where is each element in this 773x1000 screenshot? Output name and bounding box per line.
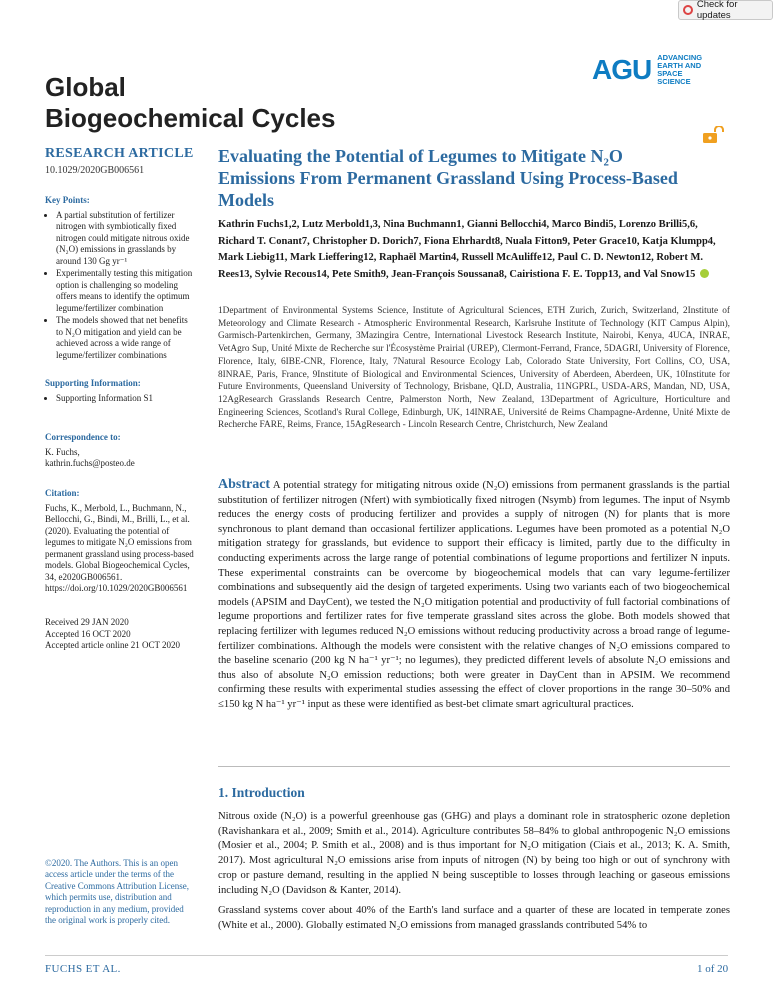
citation-heading: Citation: [45, 488, 80, 498]
agu-mark: AGU [592, 54, 652, 85]
agu-logo [592, 54, 717, 86]
agu-tagline: ADVANCING EARTH AND SPACE SCIENCE [657, 53, 703, 86]
supporting-item[interactable]: • Supporting Information S1 [56, 393, 195, 405]
update-icon [683, 5, 693, 15]
article-title: Evaluating the Potential of Legumes to Mitigate N₂O Emissions From Permanent Grassland Using Process-Based Models [218, 146, 678, 210]
orcid-icon[interactable] [700, 269, 709, 278]
supporting-information [45, 378, 195, 405]
abstract-label: Abstract [218, 477, 271, 492]
journal-title-line1: Global [45, 72, 126, 102]
doi[interactable]: 10.1029/2020GB006561 [45, 165, 145, 176]
affiliations: 1Department of Environmental Systems Science, Institute of Agricultural Sciences, ETH Zurich, Zurich, Switzerland, 2Institute of Meteorology and Climate Research - Atmospheric Environmental Research, Karlsruhe Institute of Technology (KIT Campus Alpin), Garmisch-Partenkirchen, Germany, 3Mazingira Centre, International Livestock Research Institute, Nairobi, Kenya, 4UCA, INRAE, VetAgro Sup, Unité Mixte de Recherche sur l'Écosystème Prairial (UREP), Clermont-Ferrand, France, 5DAGRI, University of Florence, Florence, Italy, 6IBE-CNR, Florence, Italy, 7Natural Resource Ecology Lab, Colorado State University, Fort Collins, CO, USA, 8INRAE, Paris, France, 9Institute of Biological and Environmental Sciences, University of Aberdeen, Aberdeen, UK, 10Institute for Future Environments, Queensland University of Technology, Brisbane, QLD, Australia, 11NGPRL, USDA-ARS, Mandan, ND, USA, 12AgResearch Grasslands Research Centre, Palmerston North, New Zealand, 13Department of Agriculture, Horticulture and Engineering Sciences, Scotland's Rural College, Edinburgh, UK, 14INRAE, Université de Reims Champagne-Ardenne, Unité Mixte de Recherche FARE, Reims, France, 15AgResearch - Lincoln Research Centre, Christchurch, New Zealand [218, 306, 730, 431]
authors-text: Kathrin Fuchs1,2, Lutz Merbold1,3, Nina Buchmann1, Gianni Bellocchi4, Marco Bindi5, Lorenzo Brilli5,6, Richard T. Conant7, Christopher D. Dorich7, Fiona Ehrhardt8, Nuala Fitton9, Peter Grace10, Katja Klumpp4, Mark Liebig11, Mark Lieffering12, Raphaël Martin4, Russell McAuliffe12, Paul C. D. Newton12, Robert M. Rees13, Sylvie Recous14, Pete Smith9, Jean-François Soussana8, Cairistiona F. E. Topp13, and Val Snow15 [218, 219, 716, 280]
key-point: • A partial substitution of fertilizer nitrogen with symbiotically fixed nitrogen could mitigate nitrous oxide (N₂O) emissions in grasslands by around 130 Gg yr⁻¹ [56, 210, 195, 268]
check-updates-badge[interactable] [678, 0, 773, 20]
introduction-body [218, 810, 730, 940]
correspondence [45, 432, 195, 470]
section-divider [218, 766, 730, 767]
date-received: Received 29 JAN 2020 [45, 617, 129, 627]
license-notice[interactable]: ©2020. The Authors. This is an open access article under the terms of the Creative Commons Attribution License, which permits use, distribution and reproduction in any medium, provided the original work is properly cited. [45, 858, 189, 926]
journal-title-line2: Biogeochemical Cycles [45, 103, 336, 133]
page-number: 1 of 20 [697, 963, 729, 975]
correspondence-heading: Correspondence to: [45, 432, 121, 442]
key-points-heading: Key Points: [45, 195, 90, 205]
article-dates [45, 617, 195, 652]
correspondence-email[interactable]: kathrin.fuchs@posteo.de [45, 458, 135, 468]
check-updates-label: Check for updates [696, 0, 738, 21]
running-head: FUCHS ET AL. [45, 963, 121, 975]
abstract-text: A potential strategy for mitigating nitrous oxide (N₂O) emissions from permanent grasslands is the partial substitution of fertilizer nitrogen (Nfert) with symbiotically fixed nitrogen (Nsymb) from legumes. The input of Nsymb reduces the energy costs of producing fertilizer and provides a supply of nitrogen (N) for plants that is more synchronous to plant demand than occasional fertilizer applications. Legumes have been promoted as a potential N₂O mitigation strategy for grasslands, but evidence to support their efficacy is limited, partly due to the difficulty in conducting experiments across the large range of potential combinations of legume proportions and fertilizer N inputs. These experimental constraints can be overcome by biogeochemical models that can vary legume-fertilizer combinations and subsequently aid the design of targeted experiments. Using two variants each of two biogeochemical models (APSIM and DayCent), we tested the N₂O mitigation potential and productivity of full factorial combinations of legume proportions and fertilizer rates for five temperate grassland sites across the globe. Both models showed that replacing fertilizer with legumes reduced N₂O emissions without reducing productivity across a broad range of legume-fertilizer combinations. Although the models were consistent with the relative changes of N₂O emissions compared to the baseline scenario (200 kg N ha⁻¹ yr⁻¹; no legumes), they predicted different levels of absolute N₂O emissions and thus also of absolute N₂O emission reductions; both were greater in DayCent than in APSIM. We recommend confirming these results with experimental studies assessing the effect of clover proportions in the range 30–50% and ≤150 kg N ha⁻¹ yr⁻¹ input as these were identified as best-bet climate smart agricultural practices. [218, 480, 730, 710]
introduction-heading: 1. Introduction [218, 785, 305, 800]
key-point: • Experimentally testing this mitigation option is challenging so modeling offers means to identify the optimum legume/fertilizer combination [56, 268, 195, 314]
key-points [45, 195, 195, 362]
journal-title [45, 72, 335, 134]
intro-paragraph: Nitrous oxide (N₂O) is a powerful greenhouse gas (GHG) and plays a dominant role in stratospheric ozone depletion (Ravishankara et al., 2009; Smith et al., 2014). Agriculture contributes 58–84% to global anthropogenic N₂O emissions (Mosier et al., 2004; P. Smith et al., 2008) and is thus important for N₂O mitigation (Ciais et al., 2013; K. A. Smith, 2017). Most agricultural N₂O emissions arise from inputs of nitrogen (N) by being too high or out of synchrony with crop or pasture demand, resulting in the applied N being susceptible to losses through leaching or gaseous emissions including N₂O (Davidson & Kanter, 2014). [218, 811, 730, 896]
intro-paragraph: Grassland systems cover about 40% of the Earth's land surface and a quarter of these are located in temperate zones (White et al., 2000). Globally estimated N₂O emissions from managed grasslands contributed 54% to [218, 905, 730, 931]
date-accepted: Accepted 16 OCT 2020 [45, 628, 131, 639]
citation [45, 488, 195, 595]
author-list [218, 217, 730, 283]
footer-divider [45, 955, 728, 956]
key-point: • The models showed that net benefits to N₂O mitigation and yield can be achieved across a wide range of legume/fertilizer combinations [56, 315, 195, 361]
citation-text: Fuchs, K., Merbold, L., Buchmann, N., Bellocchi, G., Bindi, M., Brilli, L., et al. (2020). Evaluating the potential of legumes to mitigate N₂O emissions from permanent grassland using process-based models. Global Biogeochemical Cycles, 34, e2020GB006561. https://doi.org/10.1029/2020GB006561 [45, 502, 194, 593]
open-access-lock-icon [702, 126, 724, 144]
date-online: Accepted article online 21 OCT 2020 [45, 640, 181, 650]
abstract [218, 478, 730, 713]
supporting-heading: Supporting Information: [45, 378, 141, 388]
correspondence-name: K. Fuchs, [45, 446, 80, 457]
article-type: RESEARCH ARTICLE [45, 146, 194, 161]
